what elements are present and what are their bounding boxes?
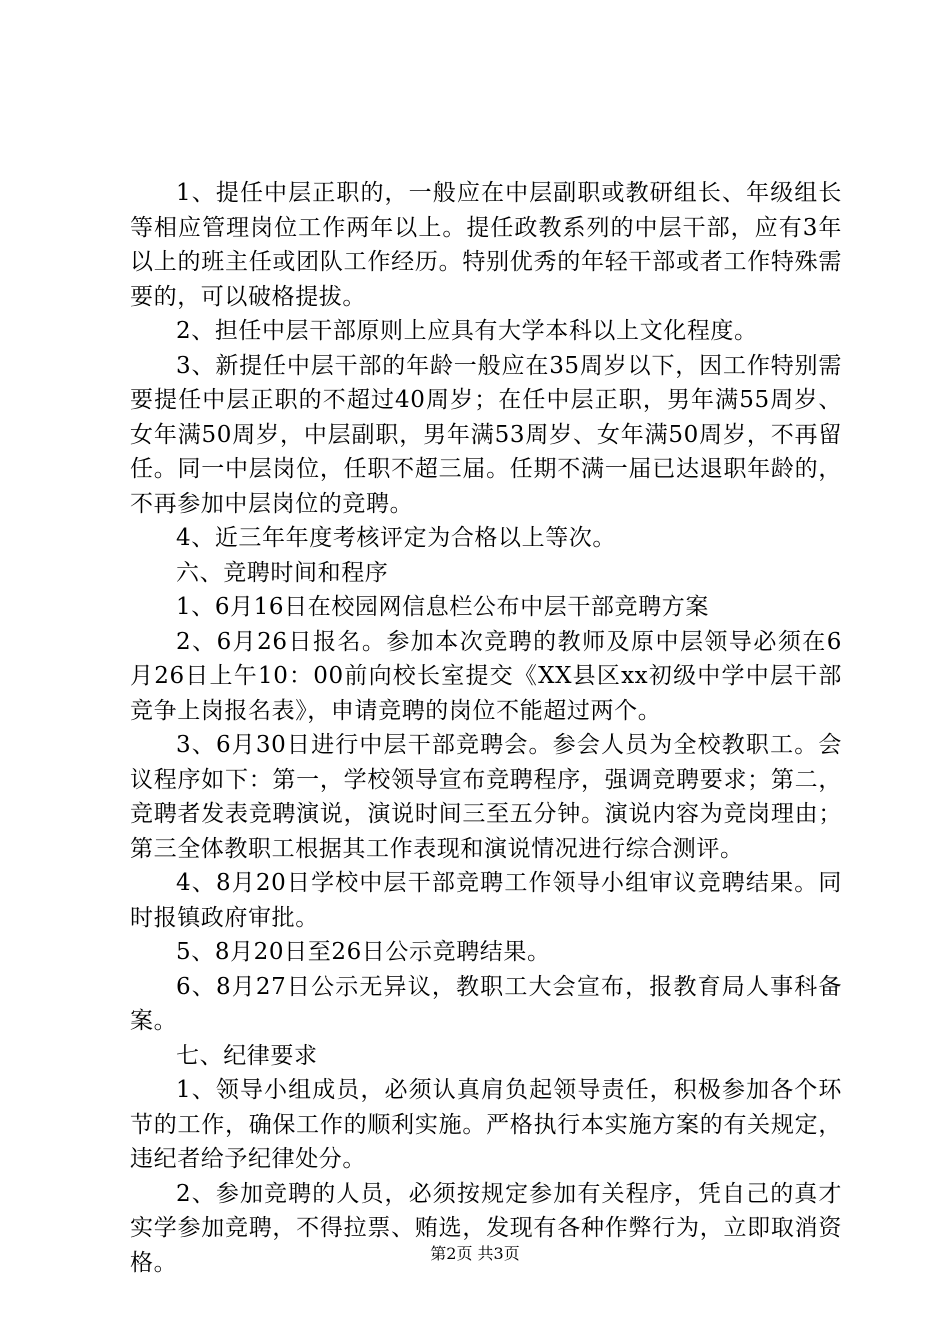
paragraph-discipline-2: 2、参加竞聘的人员，必须按规定参加有关程序，凭自己的真才实学参加竞聘，不得拉票、贿选，发现有各种作弊行为，立即取消资格。 (130, 1180, 842, 1276)
page-number-label: 第2页 共3页 (430, 1244, 520, 1263)
section-heading-discipline: 七、纪律要求 (176, 1042, 318, 1069)
paragraph-qualification-2: 2、担任中层干部原则上应具有大学本科以上文化程度。 (176, 318, 758, 344)
paragraph-schedule-6: 6、8月27日公示无异议，教职工大会宣布，报教育局人事科备案。 (130, 973, 842, 1034)
paragraph-discipline-1: 1、领导小组成员，必须认真肩负起领导责任，积极参加各个环节的工作，确保工作的顺利实施。严格执行本实施方案的有关规定，违纪者给予纪律处分。 (130, 1077, 842, 1172)
paragraph-schedule-3: 3、6月30日进行中层干部竞聘会。参会人员为全校教职工。会议程序如下：第一，学校领导宣布竞聘程序，强调竞聘要求；第二，竞聘者发表竞聘演说，演说时间三至五分钟。演说内容为竞岗理由；第三全体教职工根据其工作表现和演说情况进行综合测评。 (130, 732, 842, 862)
paragraph-schedule-5: 5、8月20日至26日公示竞聘结果。 (176, 939, 551, 965)
section-heading-schedule: 六、竞聘时间和程序 (176, 559, 389, 586)
paragraph-schedule-4: 4、8月20日学校中层干部竞聘工作领导小组审议竞聘结果。同时报镇政府审批。 (130, 870, 842, 931)
paragraph-schedule-2: 2、6月26日报名。参加本次竞聘的教师及原中层领导必须在6月26日上午10：00前向校长室提交《XX县区xx初级中学中层干部竞争上岗报名表》，申请竞聘的岗位不能超过两个。 (130, 628, 842, 724)
paragraph-qualification-1: 1、提任中层正职的，一般应在中层副职或教研组长、年级组长等相应管理岗位工作两年以上。提任政教系列的中层干部，应有3年以上的班主任或团队工作经历。特别优秀的年轻干部或者工作特殊需要的，可以破格提拔。 (130, 180, 842, 310)
document-body (130, 176, 842, 1280)
page-footer (0, 1243, 950, 1265)
paragraph-qualification-4: 4、近三年年度考核评定为合格以上等次。 (176, 525, 617, 551)
paragraph-qualification-3: 3、新提任中层干部的年龄一般应在35周岁以下，因工作特别需要提任中层正职的不超过40周岁；在任中层正职，男年满55周岁、女年满50周岁，中层副职，男年满53周岁、女年满50周岁，不再留任。同一中层岗位，任职不超三届。任期不满一届已达退职年龄的，不再参加中层岗位的竞聘。 (130, 352, 842, 517)
paragraph-schedule-1: 1、6月16日在校园网信息栏公布中层干部竞聘方案 (176, 594, 709, 620)
